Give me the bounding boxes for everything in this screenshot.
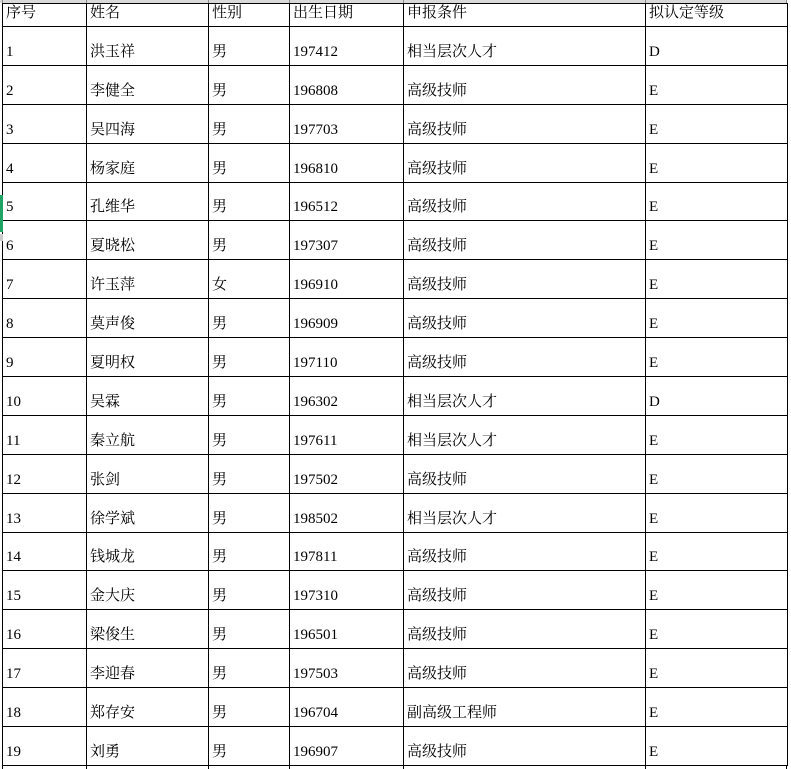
table-cell[interactable]: 孔维华 <box>87 182 209 221</box>
table-cell[interactable]: 17 <box>3 649 87 688</box>
table-cell[interactable]: 10 <box>3 377 87 416</box>
table-cell[interactable]: 相当层次人才 <box>404 493 646 532</box>
table-cell[interactable]: 2 <box>3 65 87 104</box>
table-cell[interactable]: 男 <box>209 65 290 104</box>
table-cell[interactable]: 高级技师 <box>404 532 646 571</box>
table-cell[interactable]: 16 <box>3 610 87 649</box>
table-cell[interactable]: 196909 <box>290 299 404 338</box>
table-cell[interactable]: 男 <box>209 727 290 766</box>
table-cell[interactable]: 男 <box>209 27 290 66</box>
table-cell[interactable]: E <box>646 299 788 338</box>
table-cell[interactable]: D <box>646 377 788 416</box>
table-cell[interactable]: 196704 <box>290 688 404 727</box>
table-cell[interactable]: 高级技师 <box>404 221 646 260</box>
table-cell[interactable]: 高级技师 <box>404 260 646 299</box>
table-cell[interactable]: 8 <box>3 299 87 338</box>
table-cell[interactable]: 徐学斌 <box>87 493 209 532</box>
table-cell[interactable]: 夏明权 <box>87 338 209 377</box>
table-cell[interactable]: 196808 <box>290 65 404 104</box>
table-cell[interactable]: 郑存安 <box>87 688 209 727</box>
table-cell[interactable]: E <box>646 454 788 493</box>
table-cell[interactable]: 198502 <box>290 493 404 532</box>
table-cell[interactable]: E <box>646 65 788 104</box>
column-header-cell[interactable]: 拟认定等级 <box>646 4 788 27</box>
table-cell[interactable]: 197307 <box>290 221 404 260</box>
selection-indicator <box>0 195 3 232</box>
table-cell[interactable]: E <box>646 532 788 571</box>
table-cell[interactable]: 男 <box>209 493 290 532</box>
table-cell[interactable]: 15 <box>3 571 87 610</box>
table-row <box>3 104 788 143</box>
table-cell[interactable]: 高级技师 <box>404 104 646 143</box>
table-cell[interactable]: 196302 <box>290 377 404 416</box>
table-cell[interactable]: E <box>646 649 788 688</box>
table-row <box>3 610 788 649</box>
table-cell[interactable]: 许玉萍 <box>87 260 209 299</box>
table-cell[interactable]: 男 <box>209 610 290 649</box>
table-cell[interactable]: 196501 <box>290 610 404 649</box>
table-cell[interactable]: 高级技师 <box>404 338 646 377</box>
table-cell[interactable]: 李健全 <box>87 65 209 104</box>
table-row <box>3 454 788 493</box>
selection-indicator-shadow <box>0 234 3 241</box>
table-cell[interactable]: D <box>646 27 788 66</box>
table-row <box>3 727 788 766</box>
table-cell[interactable]: 男 <box>209 454 290 493</box>
table-cell[interactable]: 13 <box>3 493 87 532</box>
column-header-cell[interactable]: 序号 <box>3 4 87 27</box>
table-cell[interactable]: E <box>646 182 788 221</box>
table-cell[interactable]: 夏晓松 <box>87 221 209 260</box>
table-cell[interactable]: 张剑 <box>87 454 209 493</box>
table-cell[interactable]: 197502 <box>290 454 404 493</box>
table-row <box>3 532 788 571</box>
table-row <box>3 182 788 221</box>
table-cell[interactable]: 男 <box>209 299 290 338</box>
table-cell[interactable]: 莫声俊 <box>87 299 209 338</box>
table-cell[interactable]: 相当层次人才 <box>404 415 646 454</box>
column-header-cell[interactable]: 性别 <box>209 4 290 27</box>
table-cell[interactable]: 男 <box>209 571 290 610</box>
table-row <box>3 415 788 454</box>
table-cell[interactable]: 3 <box>3 104 87 143</box>
table-cell[interactable]: 4 <box>3 143 87 182</box>
table-cell[interactable]: 高级技师 <box>404 610 646 649</box>
table-row <box>3 299 788 338</box>
table-cell[interactable]: 相当层次人才 <box>404 27 646 66</box>
table-cell[interactable]: 男 <box>209 415 290 454</box>
table-row <box>3 649 788 688</box>
table-cell[interactable]: 女 <box>209 260 290 299</box>
table-cell[interactable]: 男 <box>209 104 290 143</box>
column-header-cell[interactable]: 出生日期 <box>290 4 404 27</box>
table-cell[interactable]: 19 <box>3 727 87 766</box>
table-cell[interactable]: 梁俊生 <box>87 610 209 649</box>
table-cell[interactable]: 197503 <box>290 649 404 688</box>
table-header-row <box>3 4 788 27</box>
table-cell[interactable]: 1 <box>3 27 87 66</box>
table-cell[interactable]: 吴四海 <box>87 104 209 143</box>
table-cell[interactable]: E <box>646 143 788 182</box>
table-cell[interactable]: 相当层次人才 <box>404 377 646 416</box>
table-cell[interactable]: 男 <box>209 649 290 688</box>
table-cell[interactable]: 洪玉祥 <box>87 27 209 66</box>
table-cell[interactable]: 196512 <box>290 182 404 221</box>
table-cell[interactable]: 高级技师 <box>404 649 646 688</box>
table-cell[interactable]: 刘勇 <box>87 727 209 766</box>
table-row <box>3 143 788 182</box>
table-cell[interactable]: 李迎春 <box>87 649 209 688</box>
table-row <box>3 65 788 104</box>
table-cell[interactable]: 高级技师 <box>404 182 646 221</box>
table-cell[interactable]: 男 <box>209 688 290 727</box>
table-cell[interactable]: E <box>646 727 788 766</box>
table-cell[interactable]: E <box>646 571 788 610</box>
table-cell[interactable]: 男 <box>209 221 290 260</box>
table-cell[interactable]: 196910 <box>290 260 404 299</box>
table-cell[interactable]: 男 <box>209 182 290 221</box>
table-cell[interactable]: E <box>646 493 788 532</box>
table-cell[interactable]: 197703 <box>290 104 404 143</box>
table-cell[interactable]: E <box>646 415 788 454</box>
table-row <box>3 221 788 260</box>
table-cell[interactable]: 吴霖 <box>87 377 209 416</box>
table-cell[interactable]: 高级技师 <box>404 65 646 104</box>
table-cell[interactable]: 男 <box>209 143 290 182</box>
table-row <box>3 27 788 66</box>
column-header-cell[interactable]: 姓名 <box>87 4 209 27</box>
table-cell[interactable]: 11 <box>3 415 87 454</box>
table-cell[interactable]: 高级技师 <box>404 299 646 338</box>
table-cell[interactable]: 男 <box>209 532 290 571</box>
table-cell[interactable]: E <box>646 338 788 377</box>
table-cell[interactable]: 197811 <box>290 532 404 571</box>
table-cell[interactable]: 高级技师 <box>404 454 646 493</box>
table-row <box>3 260 788 299</box>
table-cell[interactable]: 5 <box>3 182 87 221</box>
table-cell[interactable]: 197412 <box>290 27 404 66</box>
table-cell[interactable]: 197310 <box>290 571 404 610</box>
table-cell[interactable]: 196810 <box>290 143 404 182</box>
table-cell[interactable]: 18 <box>3 688 87 727</box>
table-cell[interactable]: 钱城龙 <box>87 532 209 571</box>
table-cell[interactable]: 197110 <box>290 338 404 377</box>
table-cell[interactable]: 高级技师 <box>404 727 646 766</box>
table-cell[interactable]: E <box>646 610 788 649</box>
table-cell[interactable]: 杨家庭 <box>87 143 209 182</box>
data-table <box>2 3 788 766</box>
table-row <box>3 571 788 610</box>
table-cell[interactable]: 男 <box>209 377 290 416</box>
table-cell[interactable]: 6 <box>3 221 87 260</box>
table-cell[interactable]: 高级技师 <box>404 571 646 610</box>
table-cell[interactable]: E <box>646 260 788 299</box>
table-cell[interactable]: 14 <box>3 532 87 571</box>
table-cell[interactable]: 金大庆 <box>87 571 209 610</box>
table-row <box>3 688 788 727</box>
table-cell[interactable]: E <box>646 104 788 143</box>
table-cell[interactable]: E <box>646 221 788 260</box>
table-cell[interactable]: 男 <box>209 338 290 377</box>
column-header-cell[interactable]: 申报条件 <box>404 4 646 27</box>
table-cell[interactable]: 7 <box>3 260 87 299</box>
table-cell[interactable]: 副高级工程师 <box>404 688 646 727</box>
table-cell[interactable]: 9 <box>3 338 87 377</box>
table-cell[interactable]: 196907 <box>290 727 404 766</box>
table-row <box>3 493 788 532</box>
table-cell[interactable]: 12 <box>3 454 87 493</box>
table-cell[interactable]: E <box>646 688 788 727</box>
table-cell[interactable]: 秦立航 <box>87 415 209 454</box>
table-row <box>3 377 788 416</box>
table-row <box>3 338 788 377</box>
table-cell[interactable]: 197611 <box>290 415 404 454</box>
table-cell[interactable]: 高级技师 <box>404 143 646 182</box>
